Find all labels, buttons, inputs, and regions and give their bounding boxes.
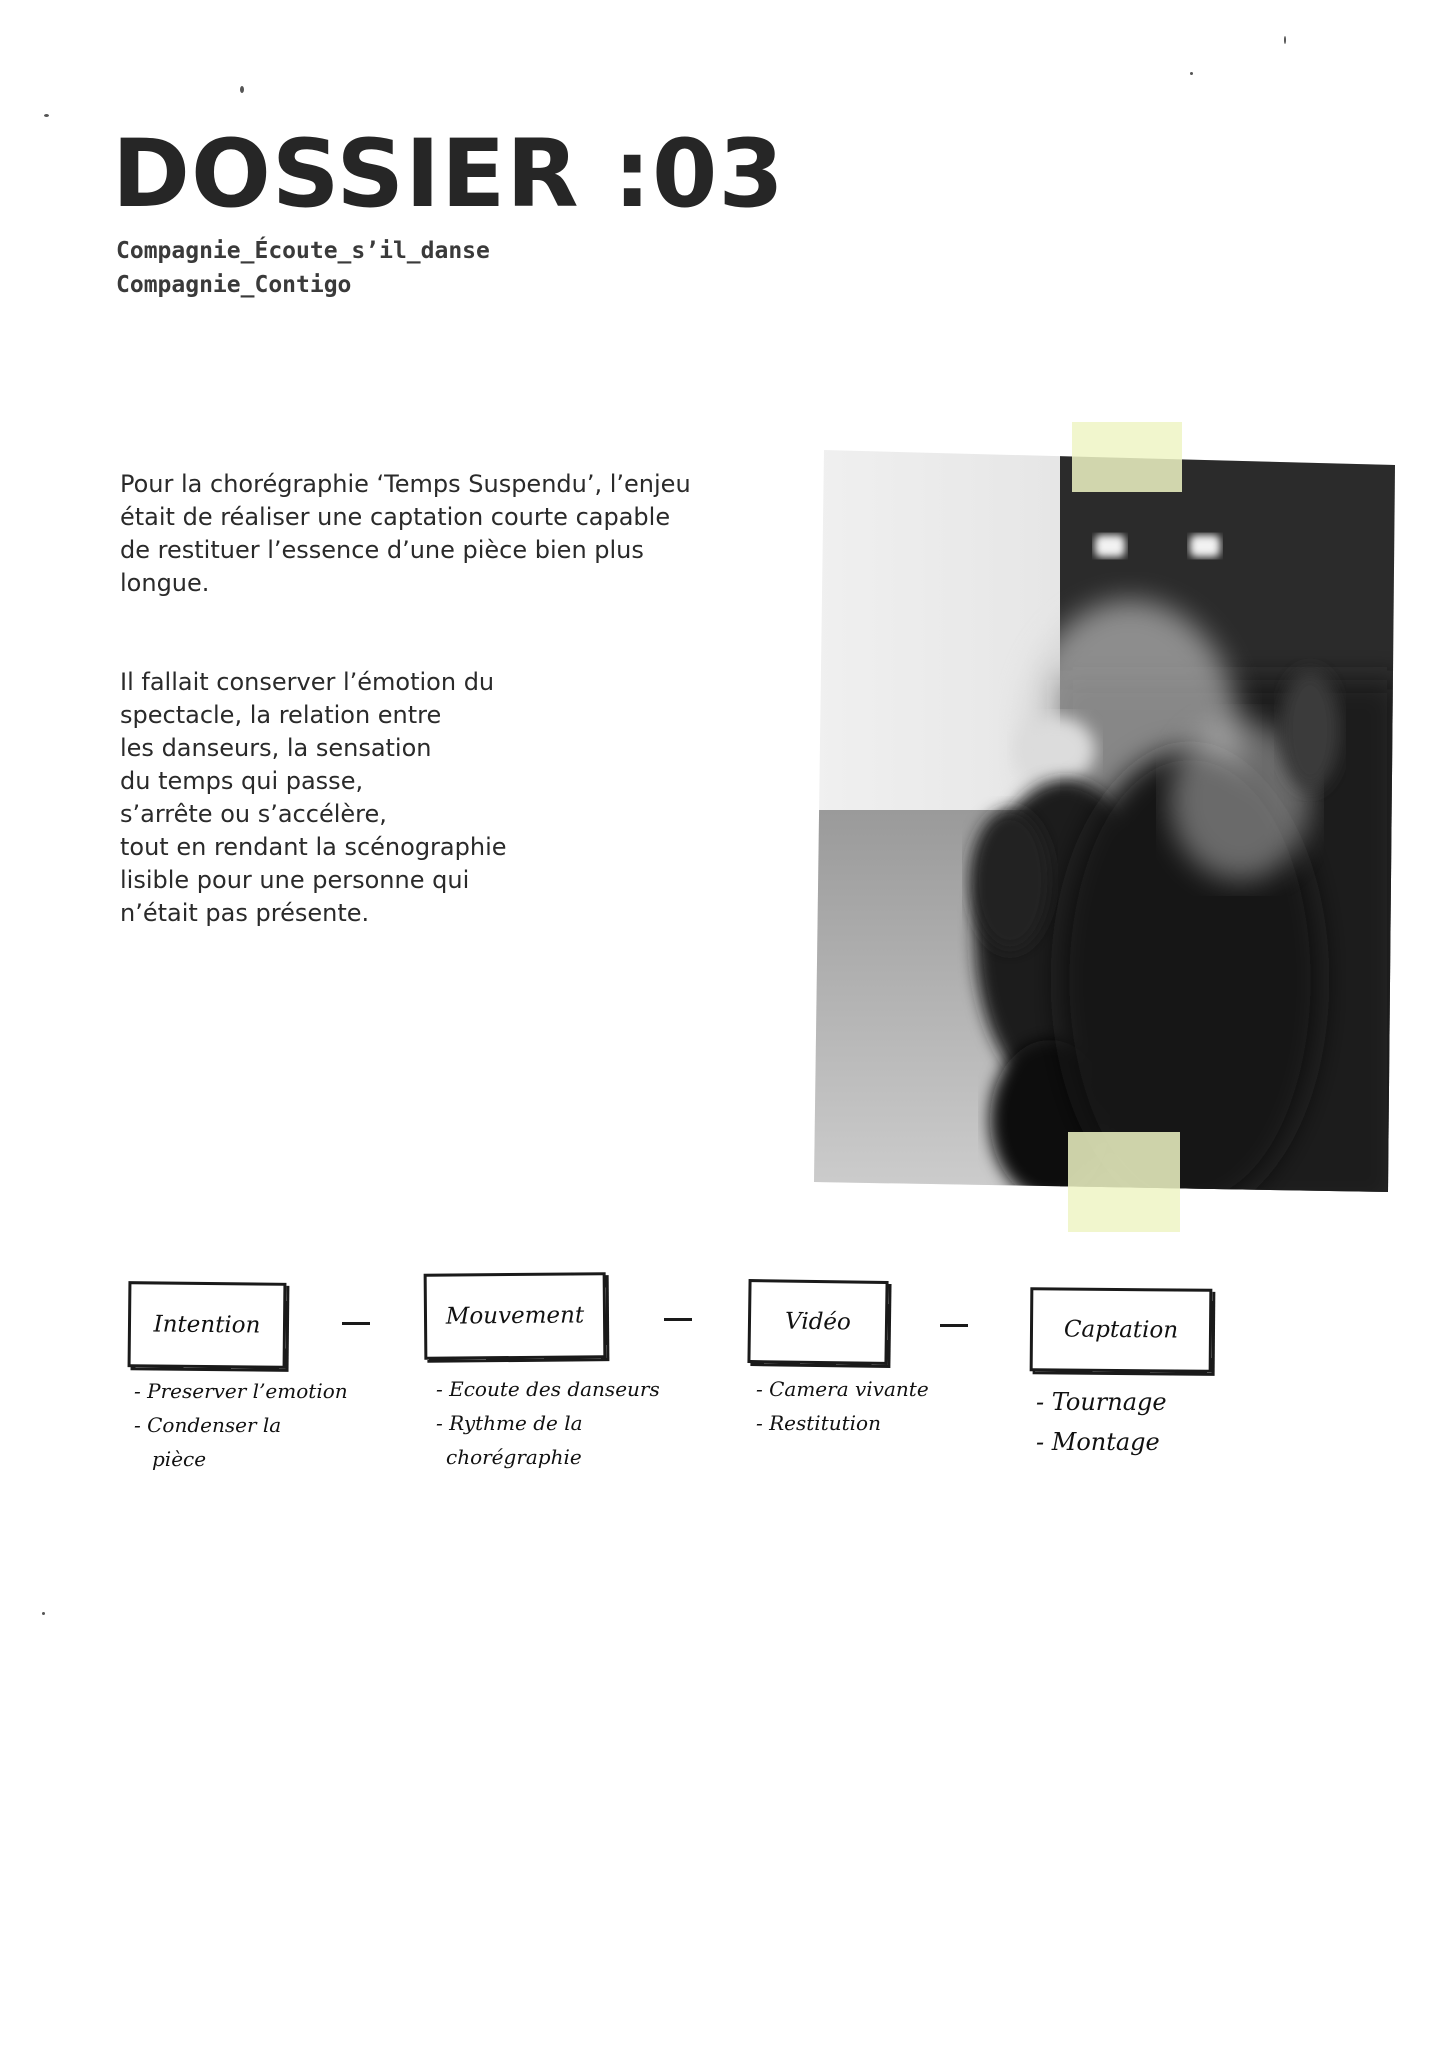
company-name-2: Compagnie_Contigo xyxy=(116,272,352,298)
note-line: - Condenser la xyxy=(134,1413,282,1437)
flow-step-intention xyxy=(128,1281,287,1369)
flow-notes-intention xyxy=(134,1374,348,1476)
flow-notes-captation xyxy=(1036,1382,1167,1462)
note-line: - Ecoute des danseurs xyxy=(436,1377,660,1401)
flow-step-label: Intention xyxy=(153,1311,261,1339)
note-line: - Preserver l’emotion xyxy=(134,1379,348,1403)
scan-speck xyxy=(1190,72,1193,75)
scan-speck xyxy=(1284,36,1286,44)
note-line: - Restitution xyxy=(756,1411,881,1435)
dance-photo xyxy=(810,420,1400,1240)
note-line: - Montage xyxy=(1036,1428,1160,1456)
scan-speck xyxy=(240,86,244,93)
scan-speck xyxy=(44,114,49,117)
flow-step-label: Vidéo xyxy=(784,1308,852,1336)
note-line: - Camera vivante xyxy=(756,1377,929,1401)
note-line: pièce xyxy=(152,1447,207,1471)
flow-step-mouvement xyxy=(424,1272,607,1360)
flow-notes-mouvement xyxy=(436,1372,660,1474)
flow-step-label: Captation xyxy=(1063,1316,1179,1344)
intro-paragraph: Pour la chorégraphie ‘Temps Suspendu’, l’enjeu était de réaliser une captation courte capable de restituer l’essence d’une pièce bien plus longue. xyxy=(120,470,691,597)
scan-speck xyxy=(42,1612,45,1615)
flow-notes-video xyxy=(756,1372,929,1440)
flow-step-video xyxy=(747,1279,888,1365)
flow-step-captation xyxy=(1030,1287,1213,1373)
goal-paragraph: Il fallait conserver l’émotion du spectacle, la relation entre les danseurs, la sensation du temps qui passe, s’arrête ou s’accélère, tout en rendant la scénographie lisible pour une personne qui n’était pas présente. xyxy=(120,668,507,927)
note-line: - Tournage xyxy=(1036,1388,1167,1416)
company-name-1: Compagnie_Écoute_s’il_danse xyxy=(116,238,490,264)
flow-connector xyxy=(342,1322,370,1325)
flow-connector xyxy=(940,1324,968,1327)
note-line: chorégraphie xyxy=(446,1445,582,1469)
flow-step-label: Mouvement xyxy=(445,1302,585,1330)
page-title: DOSSIER :03 xyxy=(112,120,785,229)
flow-connector xyxy=(664,1318,692,1321)
note-line: - Rythme de la xyxy=(436,1411,583,1435)
dancers-photo-image xyxy=(810,420,1400,1240)
